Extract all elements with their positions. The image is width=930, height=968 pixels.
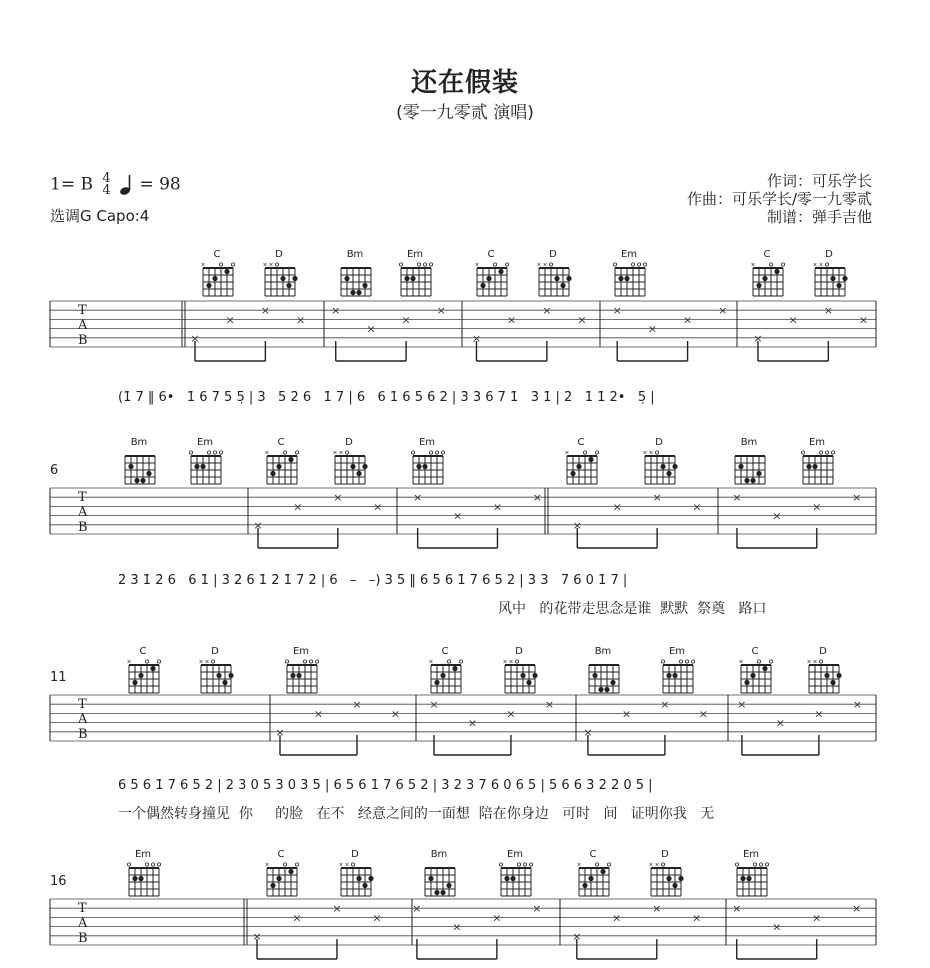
- chord-grid-icon: [200, 262, 236, 298]
- svg-text:×: ×: [642, 450, 648, 457]
- chord-grid-icon: [564, 450, 600, 486]
- chord-diagram-d: [332, 437, 368, 490]
- note-x-mark: ×: [775, 716, 786, 730]
- chord-name: Bm: [130, 437, 148, 448]
- svg-text:×: ×: [344, 862, 350, 869]
- note-x-mark: ×: [732, 491, 742, 505]
- chord-diagram-d: [642, 437, 678, 490]
- note-x-mark: ×: [823, 304, 833, 318]
- chord-diagram-c: [738, 646, 774, 699]
- svg-text:×: ×: [264, 450, 270, 457]
- note-x-mark: ×: [366, 322, 376, 336]
- note-x-mark: ×: [737, 698, 747, 712]
- note-x-mark: ×: [772, 509, 782, 523]
- chord-diagram-c: [428, 646, 464, 699]
- chord-diagram-em: [498, 849, 534, 902]
- svg-text:×: ×: [576, 862, 582, 869]
- tab-clef-letter: A: [78, 712, 88, 727]
- note-x-mark: ×: [390, 707, 401, 721]
- chord-name: Em: [292, 646, 310, 657]
- note-x-mark: ×: [412, 902, 422, 916]
- tab-clef-letter: A: [78, 916, 88, 931]
- chord-name: Bm: [346, 249, 364, 260]
- chord-name: D: [549, 249, 557, 260]
- chord-diagram-c: [126, 646, 162, 699]
- note-x-mark: ×: [313, 707, 324, 721]
- note-x-mark: ×: [252, 929, 262, 943]
- note-x-mark: ×: [452, 509, 463, 523]
- chord-name: Em: [506, 849, 524, 860]
- note-x-mark: ×: [352, 698, 362, 712]
- chord-grid-icon: [198, 659, 234, 695]
- note-x-mark: ×: [507, 313, 517, 327]
- note-x-mark: ×: [372, 911, 382, 925]
- chord-name: Em: [620, 249, 638, 260]
- note-x-mark: ×: [577, 313, 587, 327]
- chord-name: C: [441, 646, 449, 657]
- chord-name: D: [515, 646, 523, 657]
- tab-clef-letter: T: [78, 901, 87, 916]
- svg-text:×: ×: [750, 262, 756, 269]
- note-x-mark: ×: [492, 500, 503, 514]
- note-x-mark: ×: [532, 491, 542, 505]
- chord-diagram-bm: [586, 646, 622, 699]
- chord-name: D: [819, 646, 827, 657]
- svg-text:×: ×: [648, 450, 654, 457]
- chord-name: D: [661, 849, 669, 860]
- chord-diagram-bm: [338, 249, 374, 302]
- measure-number: 11: [50, 670, 67, 685]
- chord-name: Em: [668, 646, 686, 657]
- capo-info: 选调G Capo:4: [50, 207, 150, 225]
- svg-text:×: ×: [812, 262, 818, 269]
- chord-grid-icon: [338, 862, 374, 898]
- time-signature-top: 4: [102, 171, 111, 186]
- chord-name: C: [213, 249, 221, 260]
- svg-text:×: ×: [654, 862, 660, 869]
- chord-diagram-em: [410, 437, 446, 490]
- key-tempo-line: [50, 173, 181, 197]
- chord-name: Em: [742, 849, 760, 860]
- chord-name: Em: [196, 437, 214, 448]
- tab-clef-letter: B: [78, 520, 88, 535]
- chord-diagram-c: [264, 437, 300, 490]
- tab-clef-letter: B: [78, 333, 88, 348]
- svg-text:×: ×: [564, 450, 570, 457]
- measure-number: 6: [50, 463, 59, 478]
- tab-clef-letter: T: [78, 303, 87, 318]
- chord-grid-icon: [122, 450, 158, 486]
- chord-diagram-c: [576, 849, 612, 902]
- svg-text:×: ×: [648, 862, 654, 869]
- tab-clef-letter: A: [78, 318, 88, 333]
- svg-text:×: ×: [262, 262, 268, 269]
- chord-diagram-c: [200, 249, 236, 302]
- chord-name: Em: [134, 849, 152, 860]
- chord-name: Em: [406, 249, 424, 260]
- note-x-mark: ×: [532, 902, 542, 916]
- svg-text:×: ×: [508, 659, 514, 666]
- tab-clef-letter: B: [78, 931, 88, 946]
- note-x-mark: ×: [429, 698, 439, 712]
- chord-grid-icon: [536, 262, 572, 298]
- note-x-mark: ×: [190, 331, 200, 345]
- note-x-mark: ×: [852, 491, 862, 505]
- chord-name: C: [277, 437, 285, 448]
- svg-text:×: ×: [806, 659, 812, 666]
- tab-staff: [0, 898, 930, 968]
- composer-credit: 作曲：可乐学长/零一九零贰: [686, 190, 872, 208]
- tab-clef-letter: A: [78, 505, 88, 520]
- note-x-mark: ×: [333, 491, 343, 505]
- note-x-mark: ×: [260, 304, 270, 318]
- note-x-mark: ×: [452, 920, 462, 934]
- note-x-mark: ×: [471, 331, 482, 345]
- chord-grid-icon: [264, 450, 300, 486]
- lyricist-credit: 作词：可乐学长: [766, 172, 872, 190]
- quarter-note-icon: [120, 175, 139, 195]
- chord-grid-icon: [660, 659, 696, 695]
- svg-text:×: ×: [738, 659, 744, 666]
- chord-grid-icon: [586, 659, 622, 695]
- chord-name: D: [825, 249, 833, 260]
- chord-diagram-em: [612, 249, 648, 302]
- chord-diagram-em: [188, 437, 224, 490]
- chord-grid-icon: [422, 862, 458, 898]
- chord-diagram-d: [198, 646, 234, 699]
- chord-diagram-d: [262, 249, 298, 302]
- svg-text:×: ×: [428, 659, 434, 666]
- note-x-mark: ×: [812, 911, 822, 925]
- lyrics-line: 风中 的花带走思念是谁 默默 祭奠 路口: [498, 601, 767, 617]
- song-title: 还在假装: [410, 68, 519, 98]
- svg-text:×: ×: [268, 262, 274, 269]
- note-x-mark: ×: [852, 698, 862, 712]
- tab-clef-letter: T: [78, 490, 87, 505]
- svg-text:×: ×: [536, 262, 542, 269]
- chord-grid-icon: [126, 659, 162, 695]
- numbered-notation: (1̇ 7 ‖ 6• 1̇ 6 7 5 5̣ | 3 5 2̇ 6 1̇ 7 | 6 6 1̇ 6 5 6 2̇ | 3̇ 3 6 7 1̇ 3̇ 1̇ | 2̇ 1̇ 1̇ 2̇• 5̣ |: [118, 390, 655, 405]
- chord-name: C: [487, 249, 495, 260]
- svg-text:×: ×: [338, 450, 344, 457]
- key-signature: 1= B: [50, 174, 93, 195]
- chord-grid-icon: [576, 862, 612, 898]
- chord-grid-icon: [800, 450, 836, 486]
- svg-text:×: ×: [204, 659, 210, 666]
- note-x-mark: ×: [652, 902, 662, 916]
- chord-grid-icon: [410, 450, 446, 486]
- chord-diagram-em: [398, 249, 434, 302]
- note-x-mark: ×: [467, 716, 478, 730]
- svg-text:×: ×: [332, 450, 338, 457]
- chord-grid-icon: [612, 262, 648, 298]
- chord-diagram-bm: [422, 849, 458, 902]
- note-x-mark: ×: [544, 698, 555, 712]
- note-x-mark: ×: [612, 911, 622, 925]
- chord-grid-icon: [750, 262, 786, 298]
- note-x-mark: ×: [293, 500, 303, 514]
- chord-name: Bm: [430, 849, 448, 860]
- chord-name: D: [275, 249, 283, 260]
- note-x-mark: ×: [331, 304, 341, 318]
- chord-name: C: [277, 849, 285, 860]
- note-x-mark: ×: [542, 304, 552, 318]
- note-x-mark: ×: [401, 313, 411, 327]
- chord-diagram-d: [812, 249, 848, 302]
- note-x-mark: ×: [692, 500, 702, 514]
- chord-diagram-c: [750, 249, 786, 302]
- svg-text:×: ×: [126, 659, 132, 666]
- note-x-mark: ×: [506, 707, 516, 721]
- svg-text:×: ×: [502, 659, 508, 666]
- chord-grid-icon: [284, 659, 320, 695]
- note-x-mark: ×: [788, 313, 798, 327]
- chord-name: D: [345, 437, 353, 448]
- note-x-mark: ×: [718, 304, 728, 318]
- chord-diagram-bm: [122, 437, 158, 490]
- chord-diagram-c: [474, 249, 510, 302]
- note-x-mark: ×: [572, 518, 582, 532]
- chord-diagram-d: [502, 646, 538, 699]
- chord-name: C: [763, 249, 771, 260]
- chord-diagram-d: [806, 646, 842, 699]
- song-subtitle: (零一九零贰 演唱): [396, 103, 534, 123]
- note-x-mark: ×: [772, 920, 782, 934]
- chord-grid-icon: [648, 862, 684, 898]
- numbered-notation: 2̇ 3̇ 1̇ 2̇ 6 6 1̇ | 3̇ 2̇ 6 1̇ 2̇ 1̇ 7 2̇ | 6 – –) 3 5 ‖ 6 5 6 1̇ 7 6 5 2 | 3 3 7 6 0 1̇ 7 |: [118, 573, 628, 588]
- note-x-mark: ×: [373, 500, 383, 514]
- lyrics-line: 一个偶然转身撞见 你 的脸 在不 经意之间的一面想 陪在你身边 可时 间 证明你我 无: [118, 806, 715, 822]
- tab-staff: [0, 694, 930, 764]
- svg-text:×: ×: [264, 862, 270, 869]
- chord-diagram-c: [564, 437, 600, 490]
- chord-grid-icon: [498, 862, 534, 898]
- chord-name: D: [351, 849, 359, 860]
- tab-staff: [0, 487, 930, 557]
- chord-grid-icon: [502, 659, 538, 695]
- chord-diagram-d: [648, 849, 684, 902]
- chord-name: C: [577, 437, 585, 448]
- tab-clef-letter: T: [78, 697, 87, 712]
- note-x-mark: ×: [612, 500, 622, 514]
- time-signature: [102, 173, 110, 197]
- chord-diagram-em: [660, 646, 696, 699]
- chord-grid-icon: [732, 450, 768, 486]
- note-x-mark: ×: [332, 902, 342, 916]
- note-x-mark: ×: [413, 491, 423, 505]
- measure-number: 16: [50, 874, 67, 889]
- chord-grid-icon: [642, 450, 678, 486]
- note-x-mark: ×: [647, 322, 658, 336]
- tempo-value: = 98: [139, 174, 181, 195]
- note-x-mark: ×: [652, 491, 662, 505]
- chord-diagram-em: [734, 849, 770, 902]
- note-x-mark: ×: [572, 929, 582, 943]
- chord-name: Em: [808, 437, 826, 448]
- chord-name: D: [211, 646, 219, 657]
- chord-grid-icon: [474, 262, 510, 298]
- note-x-mark: ×: [682, 313, 693, 327]
- chord-name: Em: [418, 437, 436, 448]
- tab-staff: [0, 300, 930, 370]
- chord-grid-icon: [188, 450, 224, 486]
- note-x-mark: ×: [698, 707, 709, 721]
- time-signature-bottom: 4: [102, 183, 111, 198]
- chord-name: C: [751, 646, 759, 657]
- note-x-mark: ×: [692, 911, 702, 925]
- note-x-mark: ×: [436, 304, 446, 318]
- note-x-mark: ×: [275, 725, 285, 739]
- note-x-mark: ×: [852, 902, 862, 916]
- chord-diagram-d: [536, 249, 572, 302]
- svg-text:×: ×: [198, 659, 204, 666]
- svg-text:×: ×: [812, 659, 818, 666]
- chord-diagram-em: [800, 437, 836, 490]
- chord-grid-icon: [264, 862, 300, 898]
- note-x-mark: ×: [814, 707, 824, 721]
- note-x-mark: ×: [612, 304, 622, 318]
- note-x-mark: ×: [295, 313, 306, 327]
- note-x-mark: ×: [583, 725, 593, 739]
- note-x-mark: ×: [253, 518, 263, 532]
- note-x-mark: ×: [660, 698, 670, 712]
- svg-text:×: ×: [200, 262, 206, 269]
- chord-diagram-em: [284, 646, 320, 699]
- chord-grid-icon: [398, 262, 434, 298]
- chord-grid-icon: [812, 262, 848, 298]
- tab-clef-letter: B: [78, 727, 88, 742]
- chord-name: C: [589, 849, 597, 860]
- chord-diagram-bm: [732, 437, 768, 490]
- chord-name: Bm: [594, 646, 612, 657]
- chord-diagram-c: [264, 849, 300, 902]
- chord-name: D: [655, 437, 663, 448]
- note-x-mark: ×: [812, 500, 822, 514]
- note-x-mark: ×: [225, 313, 235, 327]
- note-x-mark: ×: [621, 707, 632, 721]
- transcriber-credit: 制谱：弹手吉他: [766, 208, 872, 226]
- chord-grid-icon: [734, 862, 770, 898]
- svg-text:×: ×: [542, 262, 548, 269]
- chord-diagram-d: [338, 849, 374, 902]
- svg-text:×: ×: [338, 862, 344, 869]
- note-x-mark: ×: [492, 911, 502, 925]
- chord-grid-icon: [262, 262, 298, 298]
- chord-grid-icon: [806, 659, 842, 695]
- note-x-mark: ×: [292, 911, 302, 925]
- numbered-notation: 6 5 6 1̇ 7 6 5 2 | 2 3 0 5 3 0 3 5 | 6 5 6 1̇ 7 6 5 2 | 3 2 3 7 6 0 6 5 | 5 6 6 3̇ 2̇ 2̇ 0 5 |: [118, 778, 653, 793]
- chord-name: Bm: [740, 437, 758, 448]
- chord-grid-icon: [338, 262, 374, 298]
- note-x-mark: ×: [732, 902, 742, 916]
- chord-name: C: [139, 646, 147, 657]
- chord-grid-icon: [332, 450, 368, 486]
- chord-grid-icon: [126, 862, 162, 898]
- note-x-mark: ×: [753, 331, 763, 345]
- note-x-mark: ×: [858, 313, 869, 327]
- svg-text:×: ×: [818, 262, 824, 269]
- svg-text:×: ×: [474, 262, 480, 269]
- chord-diagram-em: [126, 849, 162, 902]
- chord-grid-icon: [428, 659, 464, 695]
- chord-grid-icon: [738, 659, 774, 695]
